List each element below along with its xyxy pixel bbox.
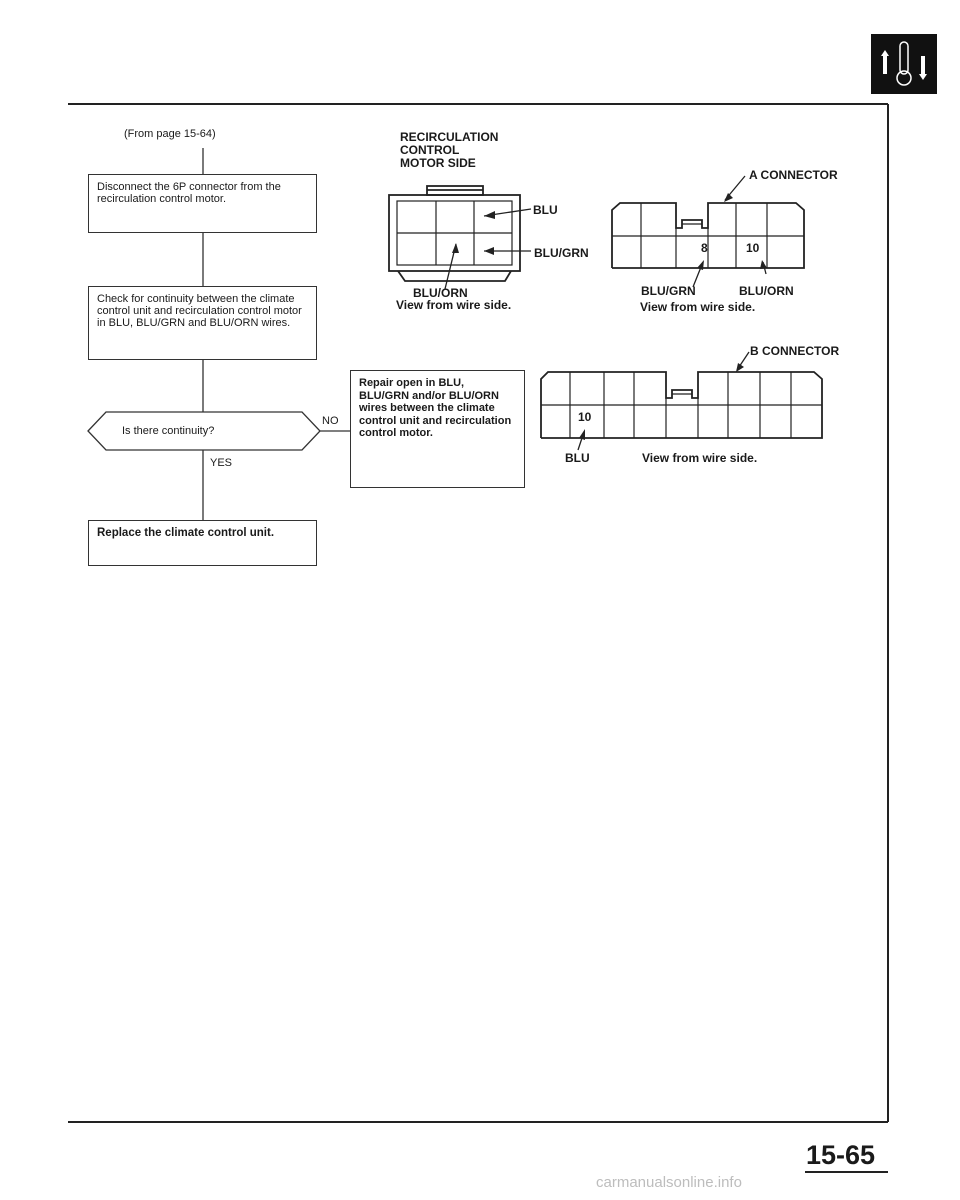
motor-title-line3: MOTOR SIDE (400, 156, 476, 170)
b-connector-diagram (541, 352, 822, 450)
a-connector-diagram (612, 176, 804, 287)
watermark: carmanualsonline.info (596, 1174, 742, 1191)
step-continuity-check-box (88, 286, 317, 360)
thermometer-heater-icon (871, 34, 937, 94)
step-disconnect-box (88, 174, 317, 233)
a-connector-title: A CONNECTOR (749, 168, 838, 182)
b-view-note: View from wire side. (642, 451, 758, 465)
a-wire-blu-grn: BLU/GRN (641, 284, 696, 298)
step-disconnect-text: Disconnect the 6P connector from the recirculation control motor. (97, 181, 281, 205)
step-continuity-check-text: Check for continuity between the climate control unit and recirculation control motor in BLU, BLU/GRN and BLU/ORN wires. (97, 293, 302, 329)
a-view-note: View from wire side. (640, 300, 756, 314)
no-label: NO (322, 415, 339, 427)
step-repair-open-box (350, 370, 525, 488)
a-pin-8: 8 (701, 241, 708, 255)
a-wire-blu-orn: BLU/ORN (739, 284, 794, 298)
b-wire-blu: BLU (565, 451, 590, 465)
motor-title-line2: CONTROL (400, 143, 460, 157)
b-pin-10: 10 (578, 410, 592, 424)
motor-side-title (400, 131, 498, 170)
wire-label-blu-grn: BLU/GRN (534, 246, 589, 260)
wire-label-blu-orn: BLU/ORN (413, 286, 468, 300)
decision-question: Is there continuity? (122, 425, 215, 437)
a-pin-10: 10 (746, 241, 760, 255)
step-repair-open-text: Repair open in BLU, BLU/GRN and/or BLU/ORN wires between the climate control unit and recirculation control motor. (359, 377, 512, 439)
motor-view-note: View from wire side. (396, 298, 512, 312)
b-connector-title: B CONNECTOR (750, 344, 840, 358)
step-replace-unit-box (88, 520, 317, 566)
from-page-label: (From page 15-64) (124, 128, 216, 140)
wire-label-blu: BLU (533, 203, 558, 217)
step-replace-unit-text: Replace the climate control unit. (97, 527, 275, 539)
motor-title-line1: RECIRCULATION (400, 130, 499, 144)
page-number: 15-65 (806, 1140, 876, 1170)
motor-connector-diagram (389, 186, 531, 289)
yes-label: YES (210, 457, 233, 469)
